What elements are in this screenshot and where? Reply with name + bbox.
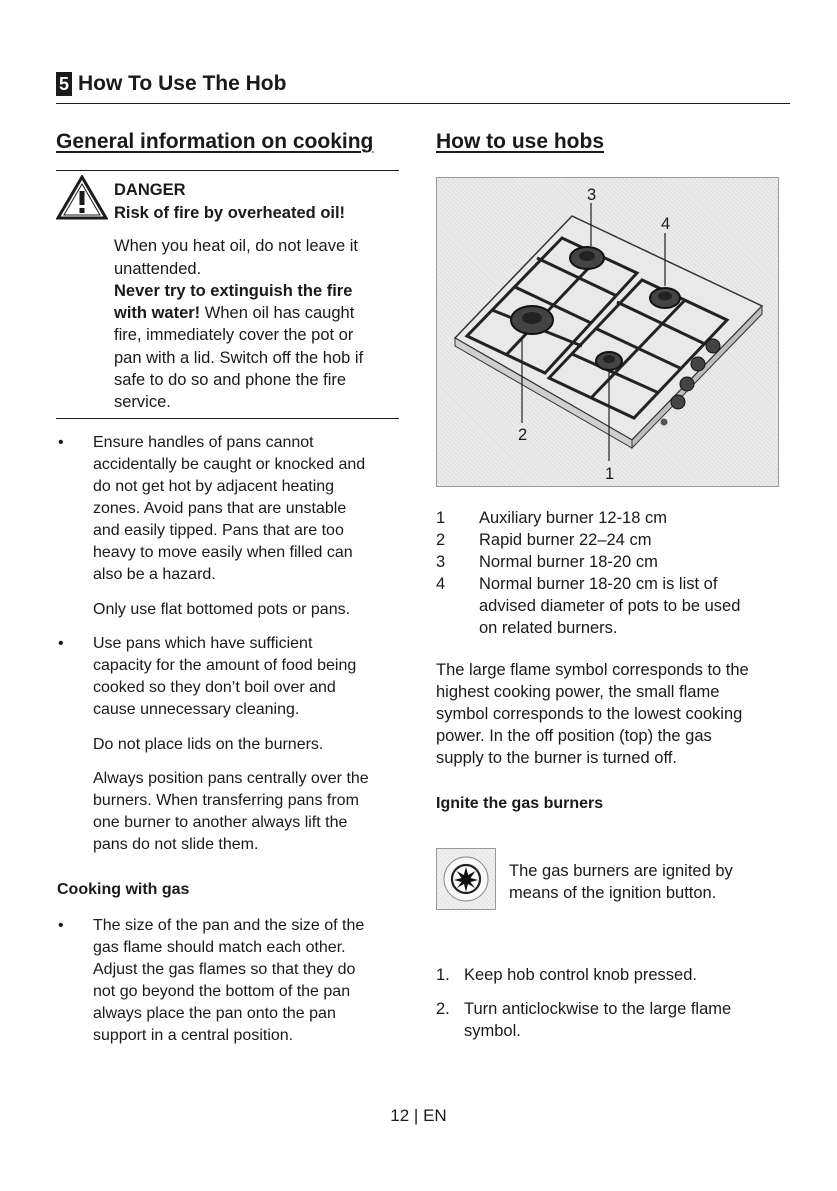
- legend-text: Rapid burner 22–24 cm: [479, 531, 652, 549]
- bullet-line: heavy to move easily when filled can: [93, 544, 353, 561]
- bullet-line: cooked so they don’t boil over and: [93, 679, 336, 696]
- ignite-text-line: The gas burners are ignited by: [509, 862, 733, 880]
- bullet-line: do not get hot by adjacent heating: [93, 478, 335, 495]
- step-number: 2.: [436, 1000, 450, 1018]
- section-title: How To Use The Hob: [78, 72, 287, 95]
- bullet-line: accidentally be caught or knocked and: [93, 456, 366, 473]
- legend-number: 2: [436, 531, 446, 549]
- bullet-symbol: •: [58, 635, 64, 652]
- flame-paragraph-line: The large flame symbol corresponds to the: [436, 661, 749, 679]
- ignition-spark-glyph: [437, 849, 495, 909]
- hob-illustration: [437, 178, 780, 488]
- bullet-line: The size of the pan and the size of the: [93, 917, 365, 934]
- legend-number: 4: [436, 575, 446, 593]
- legend-text: Normal burner 18-20 cm: [479, 553, 658, 571]
- diagram-label-4: 4: [661, 215, 671, 233]
- bullet-line: also be a hazard.: [93, 566, 216, 583]
- legend-text: Normal burner 18-20 cm is list of: [479, 575, 718, 593]
- bullet-line: Use pans which have sufficient: [93, 635, 313, 652]
- bullet-line: cause unnecessary cleaning.: [93, 701, 300, 718]
- left-heading: General information on cooking: [56, 130, 374, 153]
- danger-inline-rest: When oil has caught: [200, 304, 355, 322]
- legend-text: Auxiliary burner 12-18 cm: [479, 509, 667, 527]
- paragraph-position-line: one burner to another always lift the: [93, 814, 348, 831]
- bullet-line: capacity for the amount of food being: [93, 657, 357, 674]
- bullet-symbol: •: [58, 917, 64, 934]
- flame-paragraph-line: power. In the off position (top) the gas: [436, 727, 712, 745]
- danger-subtitle: Risk of fire by overheated oil!: [114, 204, 346, 222]
- legend-number: 1: [436, 509, 446, 527]
- step-text: Turn anticlockwise to the large flame: [464, 1000, 732, 1018]
- danger-bold-line: Never try to extinguish the fire: [114, 282, 353, 300]
- paragraph-lids: Do not place lids on the burners.: [93, 736, 324, 753]
- danger-bold-inline: with water!: [114, 304, 201, 322]
- diagram-label-3: 3: [587, 186, 597, 204]
- danger-line: safe to do so and phone the fire: [114, 371, 347, 389]
- subheading-ignite: Ignite the gas burners: [436, 795, 604, 812]
- bullet-line: Adjust the gas flames so that they do: [93, 961, 356, 978]
- bullet-line: Ensure handles of pans cannot: [93, 434, 314, 451]
- step-text: Keep hob control knob pressed.: [464, 966, 697, 984]
- right-heading: How to use hobs: [436, 130, 604, 153]
- danger-line-mixed: [114, 302, 354, 325]
- bullet-line: and easily tipped. Pans that are too: [93, 522, 344, 539]
- bullet-line: zones. Avoid pans that are unstable: [93, 500, 347, 517]
- paragraph-position-line: Always position pans centrally over the: [93, 770, 369, 787]
- legend-number: 3: [436, 553, 446, 571]
- legend-text-continued: advised diameter of pots to be used: [479, 597, 741, 615]
- danger-box: [56, 170, 399, 419]
- bullet-symbol: •: [58, 434, 64, 451]
- page-footer: 12 | EN: [390, 1106, 447, 1125]
- section-number-badge: 5: [56, 72, 72, 96]
- paragraph-flat-pots: Only use flat bottomed pots or pans.: [93, 601, 351, 618]
- legend-text-continued: on related burners.: [479, 619, 618, 637]
- paragraph-position-line: burners. When transferring pans from: [93, 792, 359, 809]
- step-number: 1.: [436, 966, 450, 984]
- ignite-text-line: means of the ignition button.: [509, 884, 717, 902]
- flame-paragraph-line: symbol corresponds to the lowest cooking: [436, 705, 743, 723]
- paragraph-position-line: pans do not slide them.: [93, 836, 259, 853]
- danger-title: DANGER: [114, 181, 186, 199]
- ignition-spark-icon: [436, 848, 496, 910]
- flame-paragraph-line: highest cooking power, the small flame: [436, 683, 720, 701]
- bullet-line: support in a central position.: [93, 1027, 294, 1044]
- danger-line: fire, immediately cover the pot or: [114, 326, 354, 344]
- bullet-line: gas flame should match each other.: [93, 939, 346, 956]
- warning-triangle-icon: [56, 175, 108, 221]
- diagram-label-2: 2: [518, 426, 528, 444]
- subheading-cooking-with-gas: Cooking with gas: [57, 881, 190, 898]
- danger-line: unattended.: [114, 260, 202, 278]
- bullet-line: not go beyond the bottom of the pan: [93, 983, 351, 1000]
- flame-paragraph-line: supply to the burner is turned off.: [436, 749, 677, 767]
- step-text: symbol.: [464, 1022, 521, 1040]
- bullet-line: always place the pan onto the pan: [93, 1005, 336, 1022]
- danger-line: When you heat oil, do not leave it: [114, 237, 358, 255]
- section-header: [56, 70, 790, 104]
- hob-diagram: [436, 177, 779, 487]
- danger-line: pan with a lid. Switch off the hob if: [114, 349, 364, 367]
- diagram-label-1: 1: [605, 465, 615, 483]
- danger-line: service.: [114, 393, 171, 411]
